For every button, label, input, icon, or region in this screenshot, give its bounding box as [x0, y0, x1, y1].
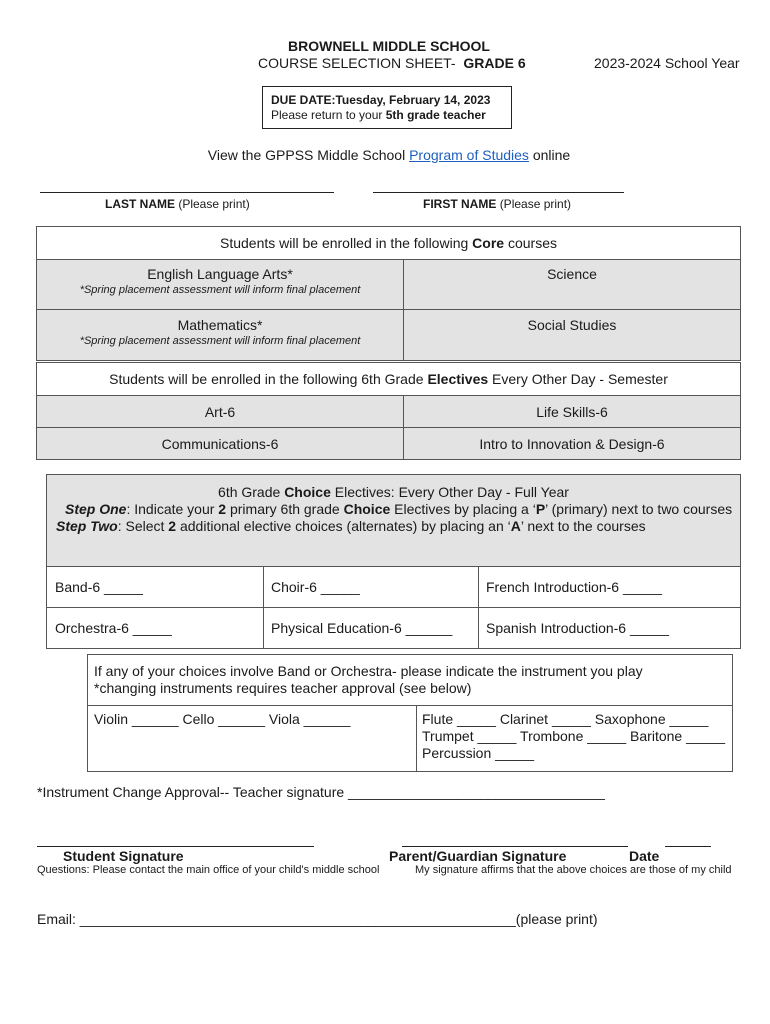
choice-title [47, 484, 740, 501]
first-name-label [423, 197, 571, 211]
program-of-studies-link[interactable]: Program of Studies [409, 147, 529, 163]
elective-innovation: Intro to Innovation & Design-6 [404, 428, 741, 460]
date-line[interactable] [665, 846, 711, 847]
electives-header [37, 363, 741, 396]
first-name-label-bold: FIRST NAME [423, 197, 497, 211]
step-one-num: 2 [218, 501, 227, 517]
core-ela-note: *Spring placement assessment will inform final placement [79, 284, 361, 296]
step-one-c: Electives by placing a ‘ [394, 501, 536, 517]
step-one-d: ’ (primary) next to two courses [545, 501, 733, 517]
last-name-label-rest: (Please print) [178, 197, 250, 211]
instrument-winds-line3[interactable]: Percussion _____ [422, 745, 535, 761]
school-year: 2023-2024 School Year [594, 55, 740, 71]
choice-spanish[interactable]: Spanish Introduction-6 _____ [479, 608, 741, 649]
view-suffix: online [532, 147, 571, 163]
sheet-title-prefix: COURSE SELECTION SHEET- [258, 55, 456, 71]
student-signature-label: Student Signature [63, 848, 184, 864]
core-header [37, 227, 741, 260]
step-two-label: Step Two [56, 518, 118, 534]
step-one-label: Step One [65, 501, 127, 517]
step-one-p: P [535, 501, 546, 517]
view-prefix: View the GPPSS Middle School [207, 147, 406, 163]
core-courses-table [36, 226, 741, 361]
choice-band[interactable]: Band-6 _____ [47, 567, 264, 608]
due-date: DUE DATE:Tuesday, February 14, 2023 [271, 93, 491, 107]
choice-french[interactable]: French Introduction-6 _____ [479, 567, 741, 608]
core-ela: English Language Arts* [147, 266, 293, 282]
electives-header-bold: Electives [427, 371, 489, 387]
core-social-studies: Social Studies [404, 310, 741, 361]
step-two-a-letter: A [510, 518, 521, 534]
parent-signature-line[interactable] [402, 846, 628, 847]
step-two-b: additional elective choices (alternates) by placing an ‘ [179, 518, 511, 534]
elective-art: Art-6 [37, 396, 404, 428]
core-science: Science [404, 260, 741, 310]
core-header-bold: Core [472, 235, 505, 251]
choice-title-prefix: 6th Grade [218, 484, 281, 500]
core-math-cell [37, 310, 404, 361]
step-two [47, 518, 740, 535]
sheet-title [258, 55, 526, 71]
questions-note: Questions: Please contact the main office of your child's middle school [37, 864, 380, 876]
return-prefix: Please return to your [271, 108, 383, 122]
choice-title-suffix: Electives: Every Other Day - Full Year [334, 484, 569, 500]
choice-title-bold: Choice [284, 484, 331, 500]
core-math-note: *Spring placement assessment will inform final placement [79, 335, 361, 347]
return-instruction [271, 108, 511, 123]
step-two-num: 2 [168, 518, 177, 534]
date-label: Date [629, 848, 660, 864]
elective-communications: Communications-6 [37, 428, 404, 460]
step-one [47, 501, 740, 518]
instrument-winds[interactable] [417, 706, 733, 772]
core-header-prefix: Students will be enrolled in the following [220, 235, 469, 251]
step-one-choice: Choice [343, 501, 391, 517]
school-name: BROWNELL MIDDLE SCHOOL [288, 38, 490, 54]
instrument-strings[interactable]: Violin ______ Cello ______ Viola ______ [88, 706, 417, 772]
core-math: Mathematics* [177, 317, 263, 333]
instrument-table [87, 654, 733, 772]
step-two-a: : Select [117, 518, 165, 534]
instrument-instructions [88, 655, 733, 706]
instrument-winds-line2[interactable]: Trumpet _____ Trombone _____ Baritone _____ [422, 728, 726, 744]
electives-header-prefix: Students will be enrolled in the following 6th Grade [109, 371, 424, 387]
electives-table [36, 362, 741, 460]
last-name-label-bold: LAST NAME [105, 197, 175, 211]
affirmation-note: My signature affirms that the above choices are those of my child [415, 864, 732, 876]
core-ela-cell [37, 260, 404, 310]
due-date-box [262, 86, 512, 129]
choice-orchestra[interactable]: Orchestra-6 _____ [47, 608, 264, 649]
step-one-b: primary 6th grade [229, 501, 340, 517]
choice-instructions [47, 475, 741, 567]
choice-electives-table [46, 474, 741, 649]
core-header-suffix: courses [507, 235, 557, 251]
email-field[interactable]: Email: ________________________________________________________(please print) [37, 911, 598, 927]
elective-life-skills: Life Skills-6 [404, 396, 741, 428]
step-two-c: ’ next to the courses [520, 518, 646, 534]
parent-signature-label: Parent/Guardian Signature [389, 848, 567, 864]
last-name-line[interactable] [40, 192, 334, 193]
instrument-line1: If any of your choices involve Band or Orchestra- please indicate the instrument you play [94, 663, 643, 679]
program-of-studies-line [0, 147, 770, 163]
student-signature-line[interactable] [37, 846, 314, 847]
instrument-winds-line1[interactable]: Flute _____ Clarinet _____ Saxophone _____ [422, 711, 709, 727]
first-name-label-rest: (Please print) [499, 197, 572, 211]
instrument-line2: *changing instruments requires teacher approval (see below) [94, 680, 472, 696]
last-name-label [105, 197, 250, 211]
grade-label: GRADE 6 [463, 55, 526, 71]
choice-physical-education[interactable]: Physical Education-6 ______ [264, 608, 479, 649]
first-name-line[interactable] [373, 192, 624, 193]
electives-header-suffix: Every Other Day - Semester [492, 371, 668, 387]
choice-choir[interactable]: Choir-6 _____ [264, 567, 479, 608]
step-one-a: : Indicate your [126, 501, 215, 517]
instrument-change-approval[interactable]: *Instrument Change Approval-- Teacher signature _________________________________ [37, 784, 605, 800]
return-teacher: 5th grade teacher [385, 108, 486, 122]
